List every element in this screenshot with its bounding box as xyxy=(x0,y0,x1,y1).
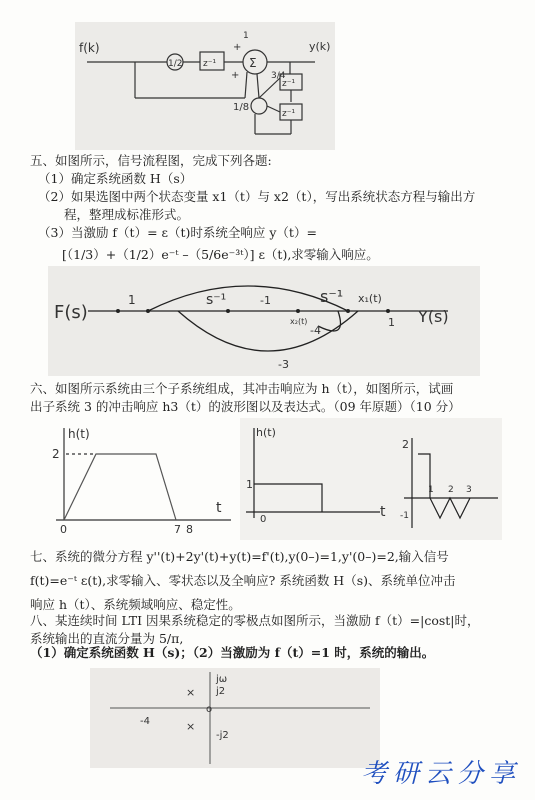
fig2-label-x2: x₂(t) xyxy=(290,317,308,326)
q5-item1: （1）确定系统函数 H（s） xyxy=(38,171,193,186)
fig1-label-plus2: + xyxy=(231,70,240,81)
q5-item2a: （2）如果选图中两个状态变量 x1（t）与 x2（t），写出系统状态方程与输出方 xyxy=(38,189,476,204)
q5-formula: [（1/3）+（1/2）e⁻ᵗ –（5/6e⁻³ᵗ）] ε（t),求零输入响应。 xyxy=(62,247,379,262)
fig3-label-eight: 8 xyxy=(186,523,193,536)
step-svg xyxy=(240,418,502,540)
fig1-label-c18: 1/8 xyxy=(233,102,250,113)
fig5-label-m4: -4 xyxy=(140,716,150,727)
signal-flow-svg xyxy=(48,266,480,376)
fig2-label-one2: 1 xyxy=(388,316,395,329)
fig4-label-h: h(t) xyxy=(256,426,276,439)
fig5-label-jw: jω xyxy=(216,674,228,685)
fig5-pole-lower: × xyxy=(186,720,196,733)
figure-signal-flow xyxy=(48,266,480,376)
q5-item2b: 程，整理成标准形式。 xyxy=(64,207,190,222)
fig4-label-one: 1 xyxy=(246,478,253,491)
fig4-label-zero: 0 xyxy=(260,514,267,525)
fig1-label-plus1: + xyxy=(233,42,242,53)
q8-line1: 八、某连续时间 LTI 因果系统稳定的零极点如图所示，当激励 f（t）=|cost|时， xyxy=(30,613,480,628)
q7-line1: 七、系统的微分方程 y''(t)+2y'(t)+y(t)=f'(t),y(0–)=1,y'(0–)=2,输入信号 xyxy=(30,549,449,564)
q6-line1: 六、如图所示系统由三个子系统组成，其冲击响应为 h（t），如图所示，试画 xyxy=(30,381,454,396)
fig2-label-s1b: s⁻¹ xyxy=(320,287,344,306)
fig3-label-two: 2 xyxy=(52,447,60,461)
fig4-label-two-b: 2 xyxy=(448,485,454,495)
fig3-label-seven: 7 xyxy=(174,523,181,536)
fig3-label-zero: 0 xyxy=(60,523,67,536)
figure-h-step xyxy=(240,418,502,540)
fig2-label-one1: 1 xyxy=(128,293,136,307)
fig1-label-c34: 3/4 xyxy=(271,71,286,81)
q5-item3: （3）当激励 f（t）= ε（t)时系统全响应 y（t）= xyxy=(38,225,317,240)
q5-title: 五、如图所示，信号流程图，完成下列各题: xyxy=(30,153,272,168)
fig5-zero-origin: o xyxy=(206,704,213,715)
fig4-label-one-b: 1 xyxy=(428,485,434,495)
fig1-label-z1: z⁻¹ xyxy=(203,59,217,69)
fig1-label-fk: f(k) xyxy=(79,41,100,55)
fig3-label-h: h(t) xyxy=(68,427,90,441)
fig1-label-sigma: Σ xyxy=(249,56,257,70)
figure-pole-zero xyxy=(90,668,380,768)
fig4-label-m1: -1 xyxy=(400,511,409,521)
fig2-label-x1: x₁(t) xyxy=(358,292,382,305)
fig5-label-j2: j2 xyxy=(216,686,226,697)
fig5-label-mj2: -j2 xyxy=(216,730,229,741)
trapezoid-svg xyxy=(36,420,236,538)
fig2-label-s1a: s⁻¹ xyxy=(206,292,227,308)
fig4-label-t: t xyxy=(380,504,386,520)
fig2-label-F: F(s) xyxy=(54,302,88,323)
fig2-label-m1: -1 xyxy=(260,294,271,307)
q8-line3: （1）确定系统函数 H（s)；（2）当激励为 f（t）=1 时，系统的输出。 xyxy=(30,645,435,660)
pole-zero-svg xyxy=(90,668,380,768)
q6-line2: 出子系统 3 的冲击响应 h3（t）的波形图以及表达式。（09 年原题）（10 分） xyxy=(30,399,461,414)
fig1-label-half: 1/2 xyxy=(168,59,183,69)
watermark-text: 考研云分享 xyxy=(360,759,521,789)
fig1-label-yk: y(k) xyxy=(309,40,331,53)
fig2-label-m4: -4 xyxy=(310,324,321,337)
fig1-label-z3: z⁻¹ xyxy=(282,109,296,119)
fig3-label-t: t xyxy=(216,500,222,516)
block-diagram-svg xyxy=(75,22,335,150)
q7-line2: f(t)=e⁻ᵗ ε(t),求零输入、零状态以及全响应? 系统函数 H（s)、系统单位冲击 xyxy=(30,573,456,588)
q7-line3: 响应 h（t）、系统频域响应、稳定性。 xyxy=(30,597,241,612)
q8-line2: 系统输出的直流分量为 5/π, xyxy=(30,631,184,646)
fig4-label-three: 3 xyxy=(466,485,472,495)
fig2-label-Y: Y(s) xyxy=(418,307,449,326)
fig4-label-two: 2 xyxy=(402,438,409,451)
fig1-label-minus: 1 xyxy=(243,31,249,41)
figure-h-trapezoid xyxy=(36,420,236,538)
fig1-label-z2: z⁻¹ xyxy=(282,79,296,89)
fig5-pole-upper: × xyxy=(186,686,196,699)
fig2-label-m3: -3 xyxy=(278,358,289,371)
figure-block-diagram xyxy=(75,22,335,150)
